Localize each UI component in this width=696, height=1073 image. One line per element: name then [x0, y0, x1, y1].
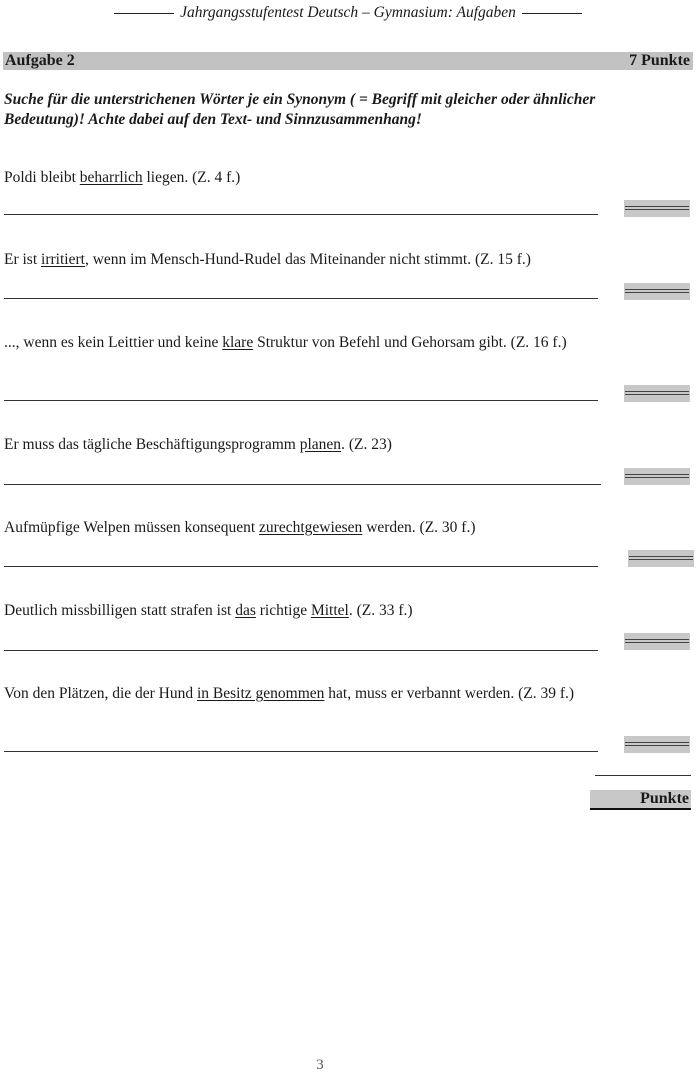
question-text: werden. (Z. 30 f.)	[362, 519, 476, 536]
header-title: Jahrgangsstufentest Deutsch – Gymnasium: Aufgaben	[180, 4, 516, 21]
underlined-word: in Besitz genommen	[197, 685, 325, 702]
question-1	[4, 168, 596, 188]
question-6	[4, 601, 596, 621]
score-box-5[interactable]	[628, 550, 694, 567]
question-2	[4, 250, 596, 270]
task-instruction: Suche für die unterstrichenen Wörter je ein Synonym ( = Begriff mit gleicher oder ähnlicher Bedeutung)! Achte dabei auf den Text- und Sinnzusammenhang!	[4, 91, 596, 128]
question-text: liegen. (Z. 4 f.)	[142, 169, 241, 186]
question-text: ..., wenn es kein Leittier und keine	[4, 334, 223, 351]
header-rule-left	[114, 13, 174, 14]
question-text: Poldi bleibt	[4, 169, 80, 186]
answer-line-6[interactable]	[4, 650, 598, 651]
answer-line-3[interactable]	[4, 400, 598, 401]
question-5	[4, 518, 596, 538]
header-rule-right	[522, 13, 582, 14]
question-text: . (Z. 33 f.)	[348, 602, 413, 619]
question-text: Von den Plätzen, die der Hund	[4, 685, 197, 702]
task-header-bar	[3, 52, 693, 70]
total-points-line[interactable]	[595, 775, 691, 776]
question-7	[4, 684, 596, 704]
underlined-word: klare	[222, 334, 254, 351]
underlined-word: planen	[299, 436, 342, 453]
task-label: Aufgabe 2	[5, 52, 75, 69]
answer-line-7[interactable]	[4, 751, 598, 752]
question-4	[4, 435, 596, 455]
page-number: 3	[316, 1057, 324, 1073]
underlined-word: das	[235, 602, 256, 619]
answer-line-1[interactable]	[4, 214, 598, 215]
question-3	[4, 333, 596, 353]
score-box-3[interactable]	[624, 385, 690, 402]
underlined-word: beharrlich	[79, 169, 143, 186]
question-text: Er ist	[4, 251, 42, 268]
total-points-box	[590, 790, 691, 810]
underlined-word: Mittel	[310, 602, 349, 619]
score-box-1[interactable]	[624, 200, 690, 217]
question-text: Deutlich missbilligen statt strafen ist	[4, 602, 236, 619]
score-box-6[interactable]	[624, 633, 690, 650]
answer-line-5[interactable]	[4, 566, 598, 567]
question-text: Aufmüpfige Welpen müssen konsequent	[4, 519, 260, 536]
underlined-word: zurechtgewiesen	[259, 519, 363, 536]
question-text: Er muss das tägliche Beschäftigungsprogramm	[4, 436, 300, 453]
answer-line-4[interactable]	[4, 484, 601, 485]
question-text: hat, muss er verbannt werden. (Z. 39 f.)	[324, 685, 575, 702]
answer-line-2[interactable]	[4, 298, 598, 299]
task-points: 7 Punkte	[629, 52, 690, 69]
question-text: richtige	[255, 602, 311, 619]
question-text: , wenn im Mensch-Hund-Rudel das Miteinander nicht stimmt. (Z. 15 f.)	[84, 251, 531, 268]
score-box-2[interactable]	[624, 283, 690, 300]
score-box-4[interactable]	[624, 468, 690, 485]
points-label: Punkte	[640, 790, 689, 807]
underlined-word: irritiert	[41, 251, 85, 268]
page-header	[0, 3, 696, 23]
question-text: . (Z. 23)	[341, 436, 392, 453]
score-box-7[interactable]	[624, 736, 690, 753]
question-text: Struktur von Befehl und Gehorsam gibt. (Z. 16 f.)	[253, 334, 567, 351]
